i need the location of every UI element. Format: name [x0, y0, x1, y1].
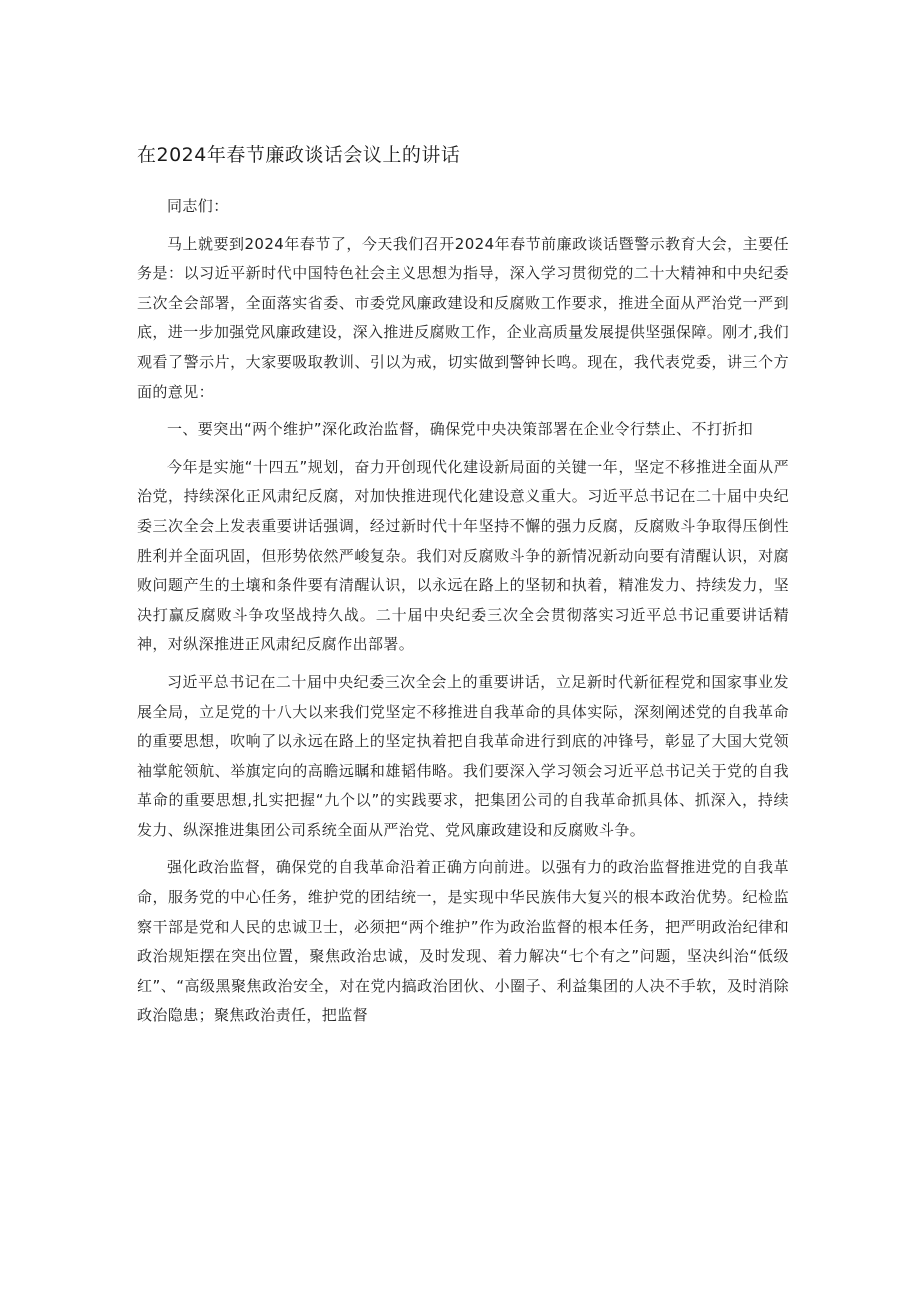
document-body — [137, 192, 789, 1039]
paragraph-body: 强化政治监督，确保党的自我革命沿着正确方向前进。以强有力的政治监督推进党的自我革命，服务党的中心任务，维护党的团结统一，是实现中华民族伟大复兴的根本政治优势。纪检监察干部是党和人民的忠诚卫士，必须把“两个维护”作为政治监督的根本任务，把严明政治纪律和政治规矩摆在突出位置，聚焦政治忠诚，及时发现、着力解决“七个有之”问题，坚决纠治“低级红”、“高级黑聚焦政治安全，对在党内搞政治团伙、小圈子、利益集团的人决不手软，及时消除政治隐患；聚焦政治责任，把监督 — [137, 858, 789, 1025]
salutation: 同志们： — [167, 197, 229, 215]
paragraph-body: 习近平总书记在二十届中央纪委三次全会上的重要讲话，立足新时代新征程党和国家事业发展全局，立足党的十八大以来我们党坚定不移推进自我革命的具体实际，深刻阐述党的自我革命的重要思想，吹响了以永远在路上的坚定执着把自我革命进行到底的冲锋号，彰显了大国大党领袖掌舵领航、举旗定向的高瞻远瞩和雄韬伟略。我们要深入学习领会习近平总书记关于党的自我革命的重要思想,扎实把握“九个以”的实践要求，把集团公司的自我革命抓具体、抓深入，持续发力、纵深推进集团公司系统全面从严治党、党风廉政建设和反腐败斗争。 — [137, 672, 789, 839]
paragraph-body: 今年是实施“十四五”规划，奋力开创现代化建设新局面的关键一年，坚定不移推进全面从严治党，持续深化正风肃纪反腐，对加快推进现代化建设意义重大。习近平总书记在二十届中央纪委三次全会上发表重要讲话强调，经过新时代十年坚持不懈的强力反腐，反腐败斗争取得压倒性胜利并全面巩固，但形势依然严峻复杂。我们对反腐败斗争的新情况新动向要有清醒认识，对腐败问题产生的土壤和条件要有清醒认识，以永远在路上的坚韧和执着，精准发力、持续发力，坚决打赢反腐败斗争攻坚战持久战。二十届中央纪委三次全会贯彻落实习近平总书记重要讲话精神，对纵深推进正风肃纪反腐作出部署。 — [137, 457, 789, 654]
section-heading-1: 一、要突出“两个维护”深化政治监督，确保党中央决策部署在企业令行禁止、不打折扣 — [167, 420, 754, 439]
document-title: 在2024年春节廉政谈话会议上的讲话 — [137, 144, 461, 166]
paragraph-intro: 马上就要到2024年春节了，今天我们召开2024年春节前廉政谈话暨警示教育大会，主要任务是：以习近平新时代中国特色社会主义思想为指导，深入学习贯彻党的二十大精神和中央纪委三次全会部署，全面落实省委、市委党风廉政建设和反腐败工作要求，推进全面从严治党一严到底，进一步加强党风廉政建设，深入推进反腐败工作，企业高质量发展提供坚强保障。刚才,我们观看了警示片，大家要吸取教训、引以为戒，切实做到警钟长鸣。现在，我代表党委，讲三个方面的意见： — [137, 234, 789, 401]
